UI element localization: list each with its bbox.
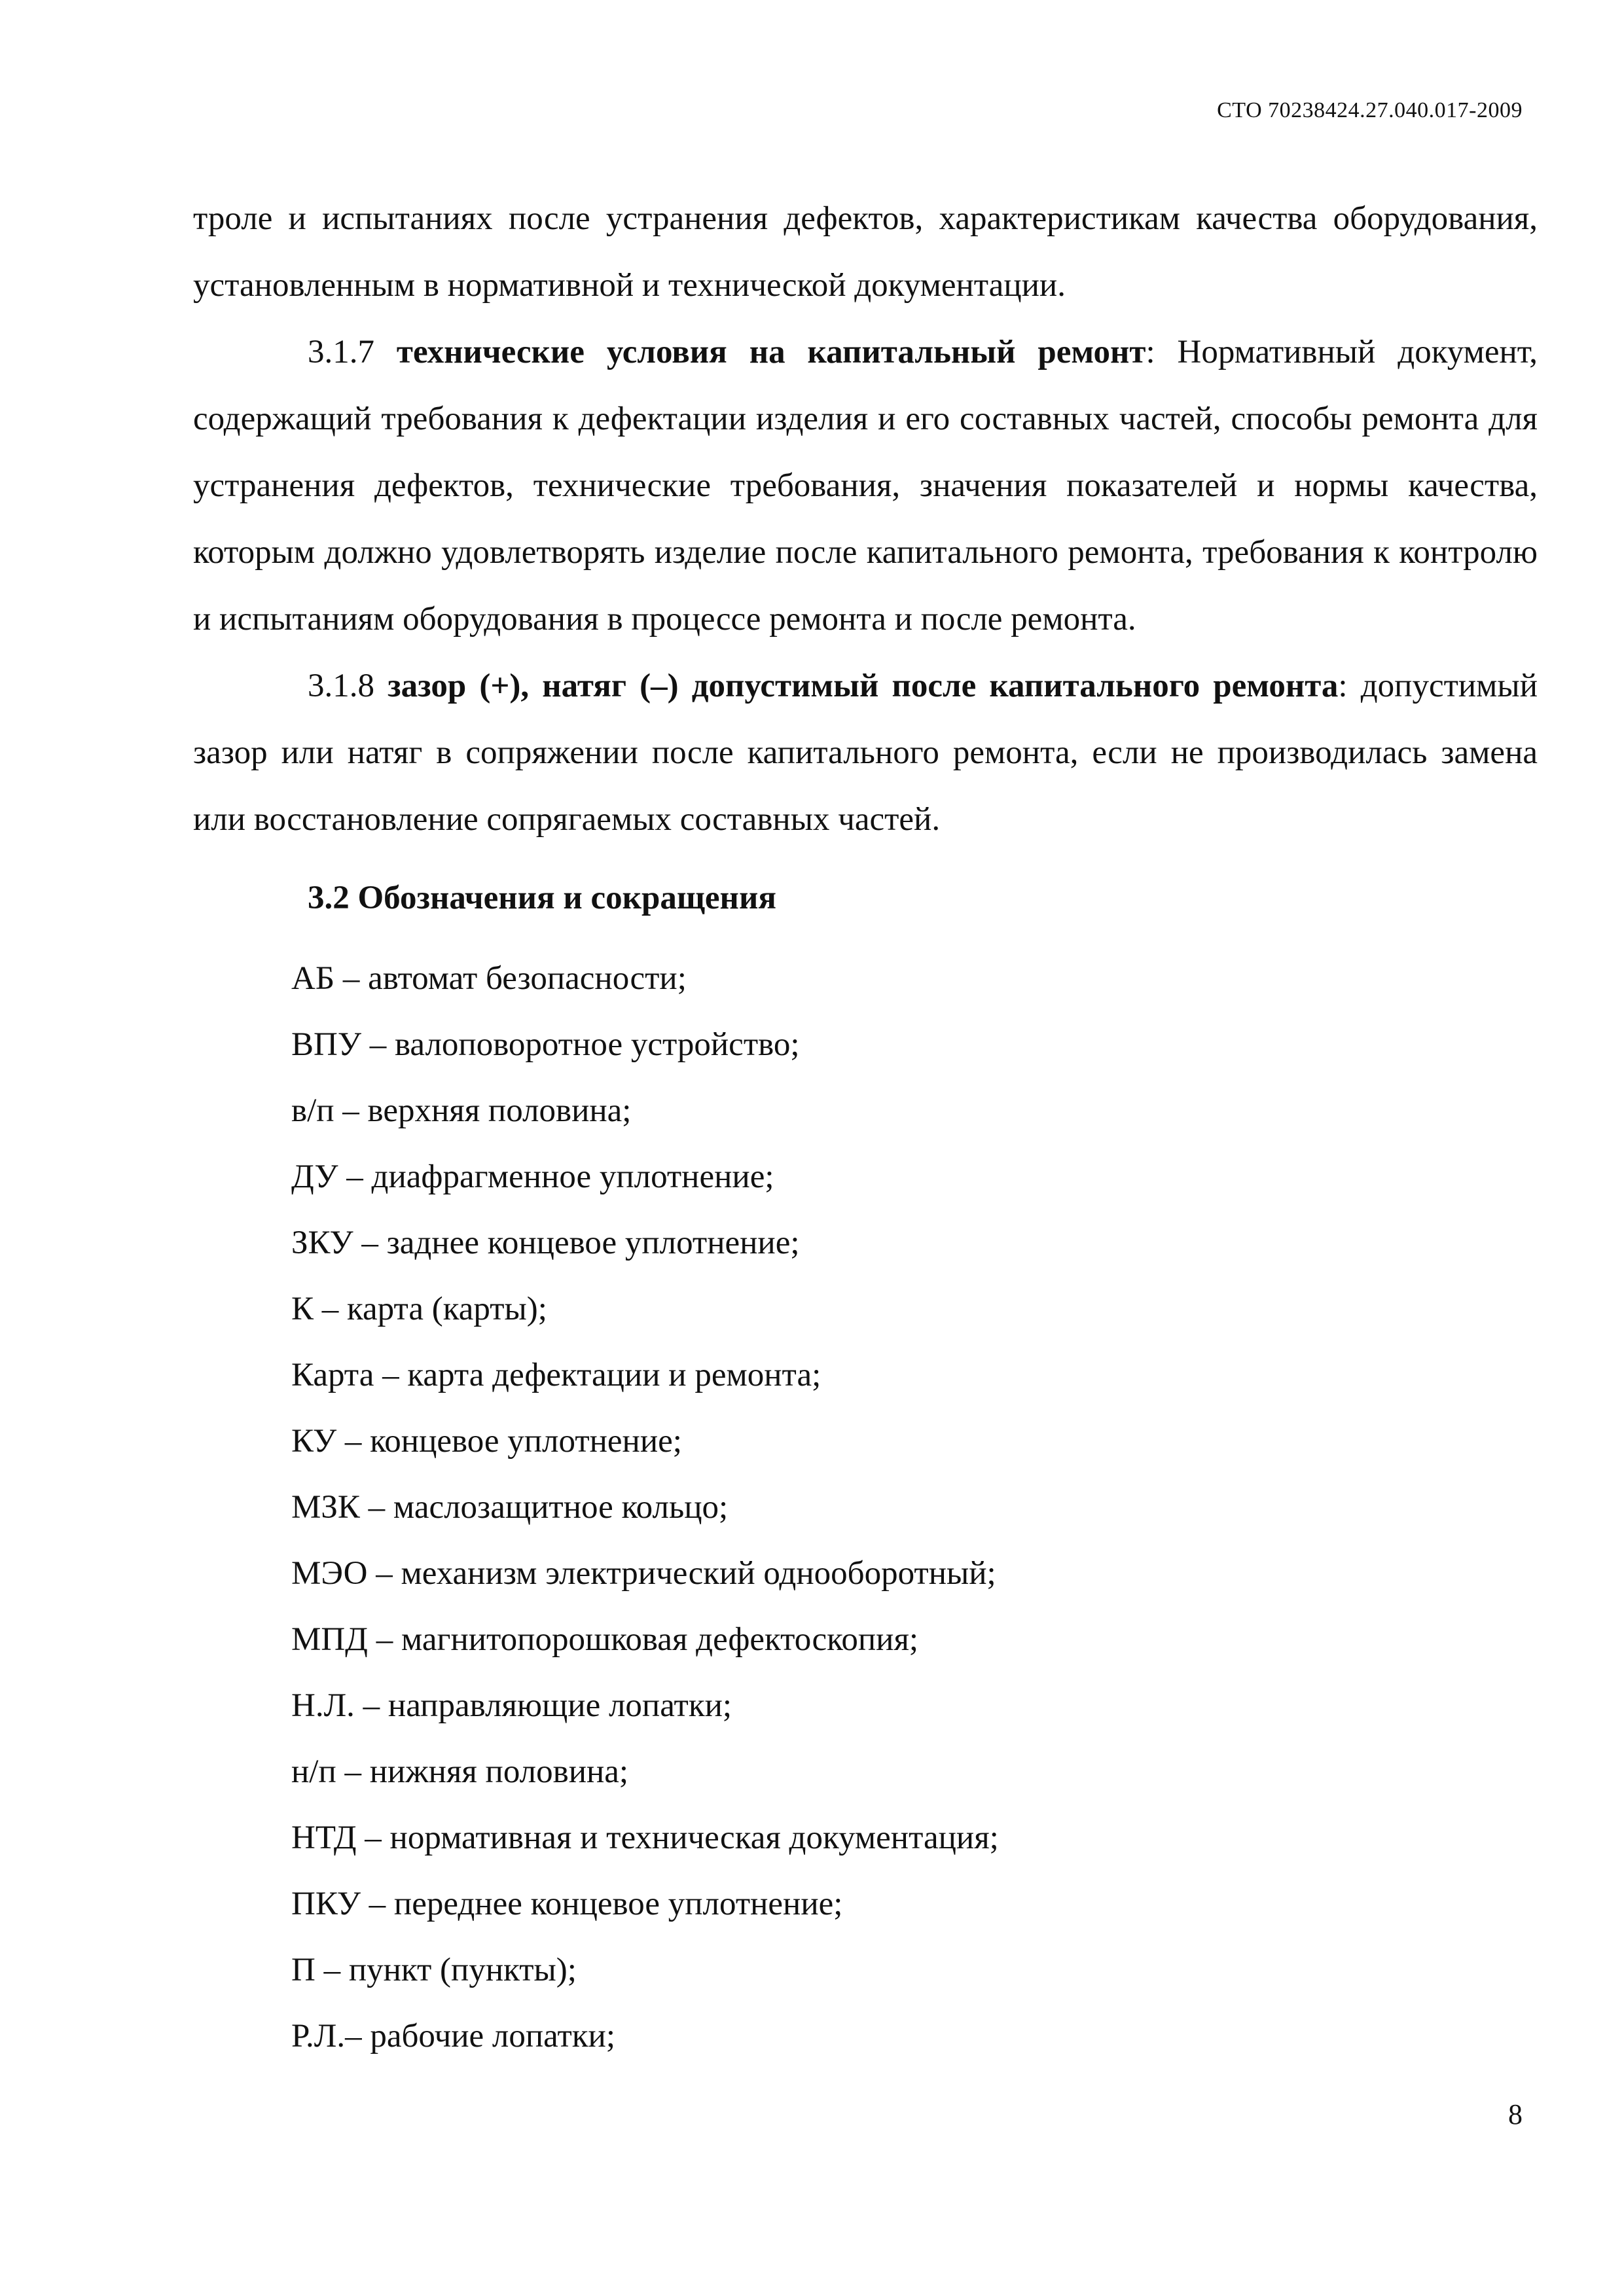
document-code-header: СТО 70238424.27.040.017-2009 — [1217, 98, 1523, 122]
list-item: МПД – магнитопорошковая дефектоскопия; — [291, 1621, 919, 1658]
list-item: Н.Л. – направляющие лопатки; — [291, 1687, 732, 1724]
page-number: 8 — [1508, 2098, 1523, 2130]
list-item: АБ – автомат безопасности; — [291, 960, 687, 997]
abbreviations-list — [193, 946, 1538, 2070]
page-content — [193, 185, 1538, 2070]
clause-3-1-7 — [193, 319, 1538, 653]
clause-definition: : Нормативный документ, содержащий требования к дефектации изделия и его составных частей, способы ремонта для устранения дефектов, технические требования, значения показателей и нормы качества, которым должно удовлетворять изделие после капитального ремонта, требования к контролю и испытаниям оборудования в процессе ремонта и после ремонта. — [193, 334, 1538, 637]
section-heading: 3.2 Обозначения и сокращения — [308, 880, 776, 916]
clause-term: технические условия на капитальный ремонт — [396, 334, 1146, 370]
clause-3-1-8 — [193, 653, 1538, 853]
list-item: ВПУ – валоповоротное устройство; — [291, 1026, 800, 1063]
list-item: ПКУ – переднее концевое уплотнение; — [291, 1886, 843, 1922]
clause-number: 3.1.8 — [308, 668, 374, 704]
clause-term: зазор (+), натяг (–) допустимый после капитального ремонта — [388, 668, 1339, 704]
list-item: НТД – нормативная и техническая документация; — [291, 1820, 999, 1856]
list-item: КУ – концевое уплотнение; — [291, 1423, 682, 1460]
continuation-paragraph: троле и испытаниях после устранения дефектов, характеристикам качества оборудования, установленным в нормативной и технической документации. — [193, 200, 1538, 304]
clause-number: 3.1.7 — [308, 334, 374, 370]
list-item: К – карта (карты); — [291, 1291, 547, 1327]
list-item: ЗКУ – заднее концевое уплотнение; — [291, 1225, 800, 1261]
list-item: н/п – нижняя половина; — [291, 1753, 629, 1790]
list-item: в/п – верхняя половина; — [291, 1092, 632, 1129]
list-item: Карта – карта дефектации и ремонта; — [291, 1357, 821, 1393]
list-item: МЗК – маслозащитное кольцо; — [291, 1489, 729, 1526]
list-item: Р.Л.– рабочие лопатки; — [291, 2018, 616, 2054]
clause-definition: : допустимый зазор или натяг в сопряжении после капитального ремонта, если не производилась замена или восстановление сопрягаемых составных частей. — [193, 668, 1538, 838]
list-item: МЭО – механизм электрический однооборотный; — [291, 1555, 996, 1592]
list-item: ДУ – диафрагменное уплотнение; — [291, 1158, 774, 1195]
list-item: П – пункт (пункты); — [291, 1952, 577, 1988]
